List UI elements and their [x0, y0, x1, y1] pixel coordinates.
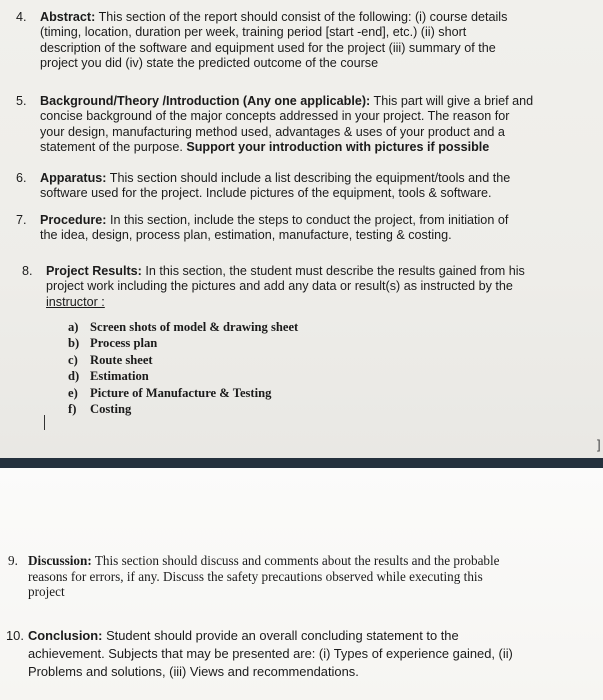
item-text-line: (timing, location, duration per week, training period [start -end], etc.) (ii) short: [40, 25, 467, 40]
list-letter: d): [68, 369, 80, 384]
list-text: Screen shots of model & drawing sheet: [90, 320, 299, 334]
item-text-line: Student should provide an overall concluding statement to the: [102, 628, 459, 643]
item-number: 4.: [16, 10, 27, 24]
item-text-line: This section of the report should consist of the following: (i) course details: [95, 10, 508, 24]
list-letter: a): [68, 320, 79, 334]
item-body: [40, 94, 592, 156]
item-text-line: project you did (iv) state the predicted outcome of the course: [40, 56, 379, 71]
item-bold-note: Support your introduction with pictures if possible: [186, 140, 490, 155]
list-item: [68, 352, 298, 368]
item-text-line: software used for the project. Include pictures of the equipment, tools & software.: [40, 186, 492, 201]
item-label: Conclusion:: [28, 628, 103, 643]
list-item: [68, 401, 298, 417]
item-body: [46, 264, 594, 310]
item-label: Project Results:: [46, 264, 142, 278]
item-text-line: reasons for errors, if any. Discuss the safety precautions observed while executing this: [28, 568, 483, 584]
item-text-line: project work including the pictures and add any data or result(s) as instructed by the: [46, 279, 513, 294]
item-number: 9.: [8, 553, 18, 568]
item-label: Procedure:: [40, 213, 107, 227]
item-number: 5.: [16, 94, 27, 108]
list-letter: b): [68, 336, 80, 351]
list-text: Route sheet: [90, 352, 153, 367]
item-text-line: This part will give a brief and: [370, 94, 534, 108]
item-text-line: concise background of the major concepts addressed in your project. The reason for: [40, 109, 510, 124]
item-number: 10.: [6, 628, 24, 643]
item-body: [28, 553, 596, 600]
item-label: Apparatus:: [40, 171, 107, 185]
list-text: Picture of Manufacture & Testing: [90, 385, 272, 400]
item-label: Abstract:: [40, 10, 96, 24]
item-text-line: In this section, include the steps to conduct the project, from initiation of: [106, 213, 509, 227]
list-text: Estimation: [90, 369, 149, 384]
item-text-line: Problems and solutions, (iii) Views and recommendations.: [28, 664, 359, 679]
results-sublist: [68, 319, 298, 417]
item-body: [28, 627, 596, 681]
list-item: [68, 335, 298, 351]
text-cursor: [44, 415, 45, 430]
list-letter: e): [68, 385, 78, 400]
item-label: Discussion:: [28, 553, 92, 568]
list-text: Costing: [90, 402, 132, 417]
item-text-line: description of the software and equipment used for the project (iii) summary of the: [40, 40, 496, 55]
item-number: 8.: [22, 264, 33, 278]
item-text-line: achievement. Subjects that may be presented are: (i) Types of experience gained, (ii): [28, 646, 513, 661]
item-body: [40, 213, 592, 244]
list-item: [68, 385, 298, 401]
item-text-line: In this section, the student must describe the results gained from his: [141, 264, 525, 278]
page-divider: [0, 458, 603, 468]
item-text-line: project: [28, 584, 65, 600]
item-body: [40, 10, 592, 72]
item-text-line: This section should discuss and comments about the results and the probable: [91, 553, 500, 568]
item-text-line: the idea, design, process plan, estimation, manufacture, testing & costing.: [40, 228, 452, 243]
list-letter: c): [68, 352, 78, 367]
item-label: Background/Theory /Introduction (Any one applicable):: [40, 94, 371, 108]
list-item: [68, 368, 298, 384]
list-item: [68, 319, 298, 335]
edge-bracket: ]: [597, 437, 601, 452]
item-number: 6.: [16, 171, 27, 185]
item-text-line: statement of the purpose.: [40, 140, 187, 155]
list-letter: f): [68, 402, 77, 417]
list-text: Process plan: [90, 336, 158, 351]
item-text-line: your design, manufacturing method used, advantages & uses of your product and a: [40, 124, 505, 139]
item-number: 7.: [16, 213, 27, 227]
item-text-line: This section should include a list describing the equipment/tools and the: [106, 171, 511, 185]
instructor-underlined: instructor :: [46, 294, 105, 309]
item-body: [40, 171, 592, 202]
